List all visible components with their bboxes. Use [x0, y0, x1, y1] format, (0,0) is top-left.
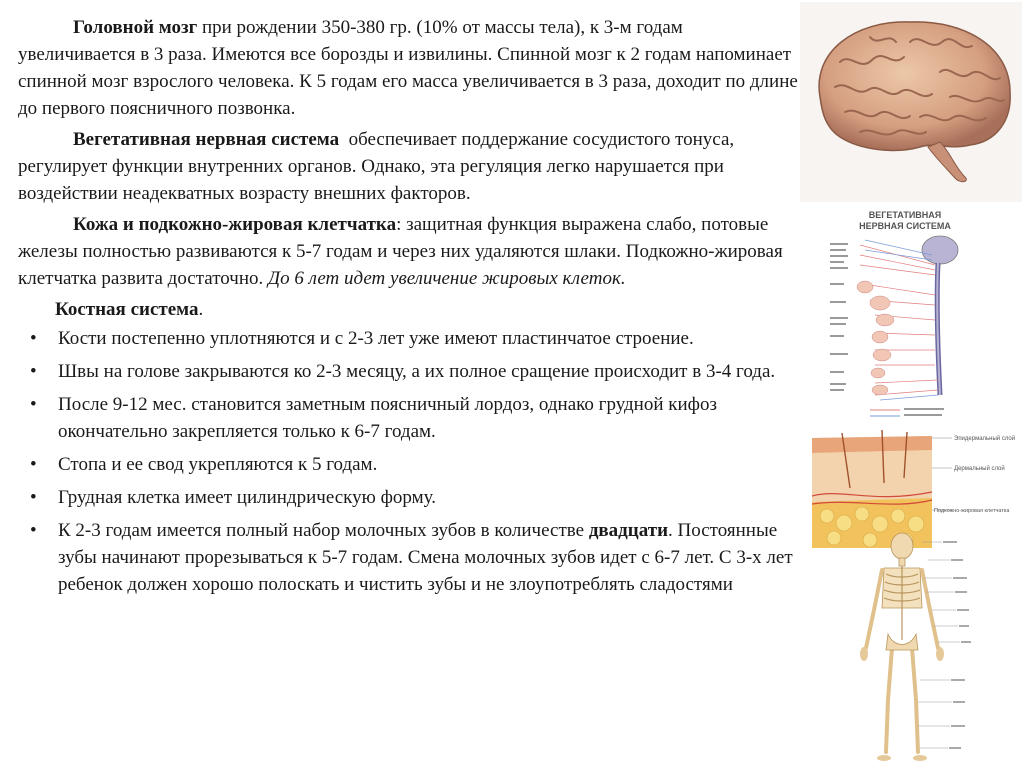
skeleton-image — [838, 530, 972, 766]
brain-illustration — [800, 2, 1022, 202]
bullet-text: К 2-3 годам имеется полный набор молочных зубов в количестве — [58, 520, 589, 541]
bullet-text: Кости постепенно уплотняются и с 2-3 лет уже имеют пластинчатое строение. — [58, 328, 694, 349]
bullet-text: Стопа и ее свод укрепляются к 5 годам. — [58, 454, 378, 475]
skin-term: Кожа и подкожно-жировая клетчатка — [73, 214, 397, 235]
paragraph-skin — [18, 211, 798, 292]
skin-text: : защитная функция выражена слабо, потовые железы полностью развиваются к 5-7 годам и через них удаляются шлаки. Подкожно-жировая клетчатка развита достаточно. — [18, 214, 783, 289]
bone-heading-suffix: . — [198, 299, 204, 320]
vegetative-text: обеспечивает поддержание сосудистого тонуса, регулирует функции внутренних органов. Однако, эта регуляция легко нарушается при воздействии неадекватных возрасту внешних факторов. — [18, 129, 739, 204]
ans-title-1: ВЕГЕТАТИВНАЯ — [868, 210, 942, 220]
bone-heading-text: Костная система — [55, 299, 199, 320]
list-item — [18, 484, 798, 511]
paragraph-vegetative — [18, 126, 798, 207]
bullet-text: Швы на голове закрываются ко 2-3 месяцу, а их полное сращение происходит в 3-4 года. — [58, 361, 776, 382]
bullet-text-tail: . Постоянные зубы начинают прорезываться к 5-7 годам. Смена молочных зубов идет с 6-7 лет. С 3-х лет ребенок должен хорошо полоскать и чистить зубы и не злоупотреблять сладостями — [58, 520, 793, 595]
skin-label-epidermis: Эпидермальный слой — [954, 436, 1016, 442]
skin-italic: До 6 лет идет увеличение жировых клеток. — [268, 268, 626, 289]
bullet-bold: двадцати — [588, 520, 669, 541]
list-item — [18, 391, 798, 445]
brain-term: Головной мозг — [73, 17, 198, 38]
brain-image — [800, 2, 1022, 202]
text-column — [18, 14, 798, 604]
list-item — [18, 325, 798, 352]
list-item — [18, 517, 798, 598]
list-item — [18, 451, 798, 478]
vegetative-term: Вегетативная нервная система — [73, 129, 340, 150]
ans-diagram — [820, 205, 970, 423]
autonomic-nervous-system-image — [820, 205, 970, 423]
bone-bullet-list — [18, 325, 798, 598]
skeleton-illustration — [838, 530, 972, 766]
skin-label-subcutaneous: Подкожно-жировая клетчатка — [934, 508, 1010, 514]
bullet-text: Грудная клетка имеет цилиндрическую форму. — [58, 487, 436, 508]
ans-title-2: НЕРВНАЯ СИСТЕМА — [859, 221, 951, 231]
paragraph-brain — [18, 14, 798, 122]
list-item — [18, 358, 798, 385]
bullet-text: После 9-12 мес. становится заметным поясничный лордоз, однако грудной кифоз окончательно закрепляется только к 6-7 годам. — [58, 394, 717, 442]
bone-heading — [55, 296, 798, 323]
skin-label-dermis: Дермальный слой — [954, 466, 1005, 472]
brain-text: при рождении 350-380 гр. (10% от массы тела), к 3-м годам увеличивается в 3 раза. Имеются все борозды и извилины. Спинной мозг к 2 годам напоминает спинной мозг взрослого человека. К 5 годам его масса увеличивается в 3 раза, доходит по длине до первого поясничного позвонка. — [18, 17, 798, 119]
